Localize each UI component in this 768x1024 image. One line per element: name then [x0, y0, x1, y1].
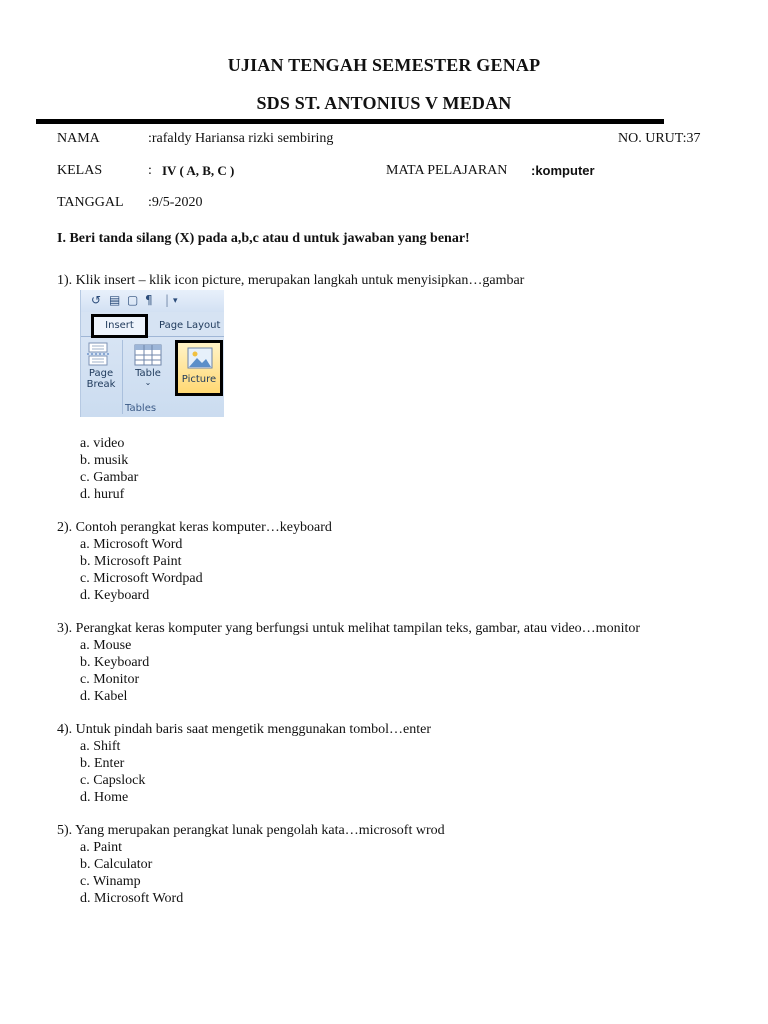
kelas-label: KELAS — [57, 163, 103, 178]
table-icon — [134, 344, 162, 366]
option: d. huruf — [80, 487, 125, 502]
option: d. Keyboard — [80, 588, 150, 603]
print-icon: ▤ — [109, 293, 121, 307]
question-5-options — [80, 839, 183, 907]
question-1-options — [80, 435, 138, 503]
option: b. musik — [80, 453, 129, 468]
mapel-value: :komputer — [531, 163, 595, 178]
tanggal-label: TANGGAL — [57, 195, 124, 210]
insert-tab: Insert — [91, 314, 148, 338]
option: d. Microsoft Word — [80, 891, 184, 906]
option: c. Winamp — [80, 874, 141, 889]
paragraph-icon: ¶ — [145, 293, 153, 307]
table-dropdown-icon: ⌄ — [144, 378, 152, 387]
option: a. Shift — [80, 739, 121, 754]
header-divider — [36, 119, 664, 124]
preview-icon: ▢ — [127, 293, 139, 307]
kelas-value: IV ( A, B, C ) — [162, 163, 235, 178]
page-break-label-1: Page — [88, 368, 114, 379]
option: b. Enter — [80, 756, 125, 771]
mapel-label: MATA PELAJARAN — [386, 163, 508, 178]
no-urut: NO. URUT:37 — [618, 131, 701, 146]
tanggal-value: :9/5-2020 — [148, 195, 203, 210]
option: a. Microsoft Word — [80, 537, 183, 552]
question-4-options — [80, 738, 145, 806]
question-3: 3). Perangkat keras komputer yang berfungsi untuk melihat tampilan teks, gambar, atau video…monitor — [57, 621, 641, 636]
dropdown-icon: ▾ — [173, 296, 178, 306]
option: c. Monitor — [80, 672, 140, 687]
tables-group-label: Tables — [125, 403, 157, 414]
option: a. Mouse — [80, 638, 132, 653]
question-2: 2). Contoh perangkat keras komputer…keyboard — [57, 520, 332, 535]
exam-title: UJIAN TENGAH SEMESTER GENAP — [227, 55, 541, 75]
option: b. Microsoft Paint — [80, 554, 182, 569]
kelas-colon: : — [148, 163, 152, 178]
nama-label: NAMA — [57, 131, 100, 146]
undo-icon: ↺ — [91, 293, 102, 307]
page-break-icon — [87, 342, 109, 366]
option: c. Capslock — [80, 773, 146, 788]
option: a. video — [80, 436, 125, 451]
question-2-options — [80, 536, 203, 604]
picture-label: Picture — [181, 374, 217, 385]
question-4: 4). Untuk pindah baris saat mengetik menggunakan tombol…enter — [57, 722, 432, 737]
page-layout-tab: Page Layout — [159, 320, 221, 331]
page-break-label-2: Break — [86, 379, 116, 390]
question-1: 1). Klik insert – klik icon picture, merupakan langkah untuk menyisipkan…gambar — [57, 273, 525, 288]
picture-button — [175, 340, 223, 396]
option: d. Kabel — [80, 689, 128, 704]
instruction: I. Beri tanda silang (X) pada a,b,c atau d untuk jawaban yang benar! — [57, 231, 470, 246]
nama-value: :rafaldy Hariansa rizki sembiring — [148, 131, 334, 146]
option: d. Home — [80, 790, 129, 805]
table-label: Table — [135, 368, 161, 379]
option: b. Keyboard — [80, 655, 150, 670]
option: b. Calculator — [80, 857, 153, 872]
quick-access-toolbar: ↺ ▤ ▢ ¶ | ▾ — [81, 290, 224, 312]
question-5: 5). Yang merupakan perangkat lunak pengolah kata…microsoft wrod — [57, 823, 445, 838]
page-break-button — [81, 338, 121, 417]
school-name: SDS ST. ANTONIUS V MEDAN — [256, 93, 512, 113]
option: c. Microsoft Wordpad — [80, 571, 203, 586]
option: a. Paint — [80, 840, 122, 855]
question-3-options — [80, 637, 149, 705]
word-ribbon-image — [80, 290, 224, 417]
option: c. Gambar — [80, 470, 139, 485]
picture-icon — [187, 347, 213, 369]
